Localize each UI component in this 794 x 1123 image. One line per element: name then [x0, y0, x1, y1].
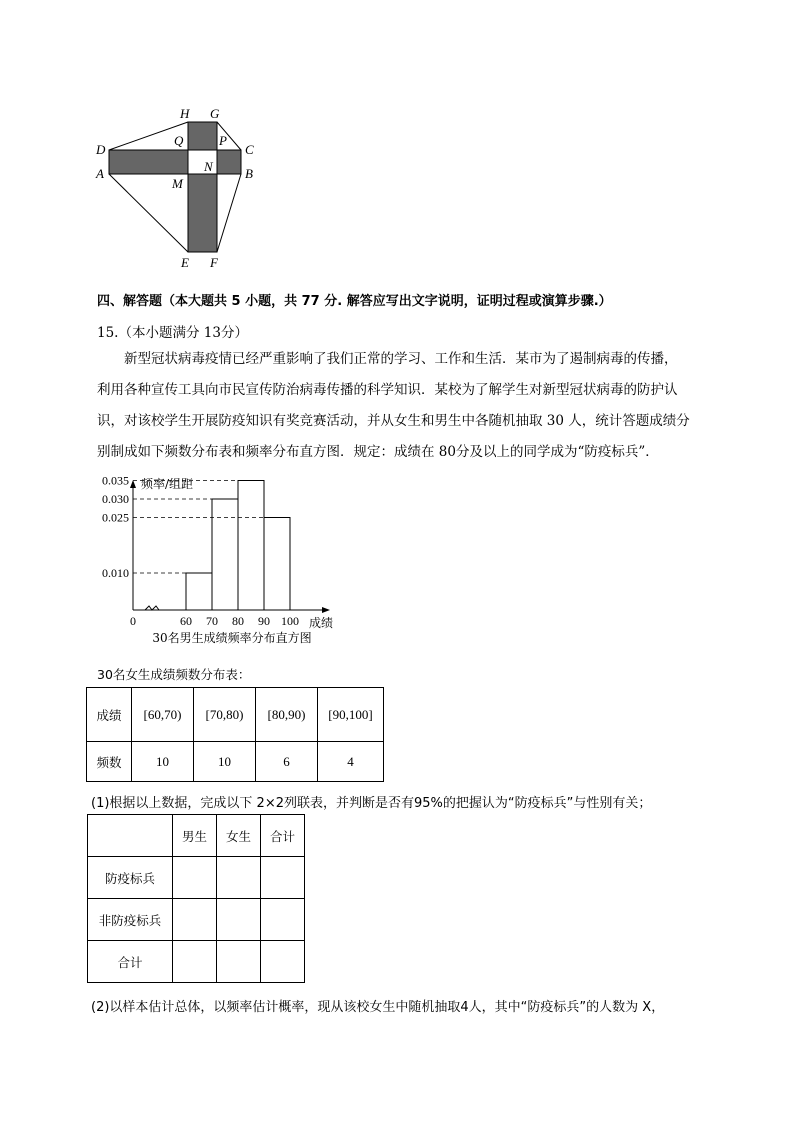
blank-cell — [173, 899, 217, 941]
point-label-a: A — [96, 166, 104, 181]
point-label-g: G — [210, 106, 220, 121]
y-axis-label: 频率/组距 — [141, 477, 194, 491]
interval-cell: [70,80) — [194, 688, 256, 742]
girls-frequency-table — [86, 687, 384, 782]
blank-cell — [261, 941, 305, 983]
statement-line: 别制成如下频数分布表和频率分布直方图．规定：成绩在 80分及以上的同学成为“防疫标兵”． — [97, 444, 659, 460]
part-1-text: (1)根据以上数据，完成以下 2×2列联表，并判断是否有95%的把握认为“防疫标兵”与性别有关； — [91, 796, 652, 811]
y-axis-arrow — [130, 480, 136, 488]
histogram-bar — [264, 518, 290, 611]
blank-cell — [217, 899, 261, 941]
point-label-m: M — [172, 176, 183, 191]
point-label-h: H — [180, 106, 190, 121]
row-header-score: 成绩 — [87, 688, 132, 742]
shaded-region — [188, 122, 217, 252]
point-label-n: N — [204, 159, 213, 174]
y-tick-label: 0.025 — [102, 510, 129, 525]
statement-line: 利用各种宣传工具向市民宣传防治病毒传播的科学知识．某校为了解学生对新型冠状病毒的防护认 — [97, 382, 678, 398]
x-tick-label: 90 — [258, 614, 270, 628]
girls-table-caption: 30名女生成绩频数分布表： — [97, 667, 251, 682]
question-header: 15.（本小题满分 13分） — [97, 325, 248, 341]
y-tick-label: 0.010 — [102, 566, 129, 580]
shaded-region — [109, 150, 188, 174]
row-header-model: 防疫标兵 — [88, 857, 173, 899]
problem-statement — [97, 344, 717, 468]
blank-cell — [173, 857, 217, 899]
count-cell: 4 — [318, 742, 384, 782]
x-tick-label: 60 — [180, 614, 192, 628]
blank-cell — [173, 941, 217, 983]
frequency-histogram — [90, 474, 350, 654]
part-2-text: (2)以样本估计总体，以频率估计概率，现从该校女生中随机抽取4人，其中“防疫标兵”的人数为 X， — [91, 1000, 665, 1015]
col-header-male: 男生 — [173, 815, 217, 857]
point-label-p: P — [219, 133, 227, 148]
blank-cell — [217, 857, 261, 899]
histogram-bar — [238, 481, 264, 611]
empty-corner-cell — [88, 815, 173, 857]
point-label-d: D — [96, 142, 106, 157]
statement-line: 新型冠状病毒疫情已经严重影响了我们正常的学习、工作和生活．某市为了遏制病毒的传播， — [124, 351, 678, 367]
point-label-b: B — [245, 166, 253, 181]
count-cell: 6 — [256, 742, 318, 782]
blank-cell — [261, 857, 305, 899]
row-header-non-model: 非防疫标兵 — [88, 899, 173, 941]
histogram-bar — [212, 499, 238, 610]
x-tick-label: 70 — [206, 614, 218, 628]
count-cell: 10 — [194, 742, 256, 782]
section-title: 四、解答题（本大题共 5 小题，共 77 分. 解答应写出文字说明，证明过程或演算步骤.） — [97, 294, 612, 309]
blank-cell — [217, 941, 261, 983]
row-header-total: 合计 — [88, 941, 173, 983]
shaded-region — [217, 150, 241, 174]
interval-cell: [60,70) — [132, 688, 194, 742]
y-tick-label: 0.035 — [102, 474, 129, 488]
col-header-female: 女生 — [217, 815, 261, 857]
col-header-total: 合计 — [261, 815, 305, 857]
chart-title: 30名男生成绩频率分布直方图 — [152, 631, 312, 645]
x-axis-label: 成绩 — [309, 616, 334, 630]
histogram-bar — [186, 573, 212, 610]
interval-cell: [80,90) — [256, 688, 318, 742]
blank-cell — [261, 899, 305, 941]
point-label-c: C — [245, 142, 254, 157]
x-tick-label: 100 — [281, 614, 299, 628]
x-tick-label: 80 — [232, 614, 244, 628]
axis-break-mark — [145, 606, 159, 610]
contingency-table — [87, 814, 305, 983]
origin-label: 0 — [130, 614, 136, 628]
interval-cell: [90,100] — [318, 688, 384, 742]
count-cell: 10 — [132, 742, 194, 782]
y-tick-label: 0.030 — [102, 492, 129, 506]
point-label-e: E — [181, 255, 189, 270]
point-label-q: Q — [174, 133, 184, 148]
row-header-count: 频数 — [87, 742, 132, 782]
statement-line: 识，对该校学生开展防疫知识有奖竞赛活动，并从女生和男生中各随机抽取 30 人，统计答题成绩分 — [97, 413, 690, 429]
point-label-f: F — [210, 255, 218, 270]
x-axis-arrow — [322, 607, 330, 613]
